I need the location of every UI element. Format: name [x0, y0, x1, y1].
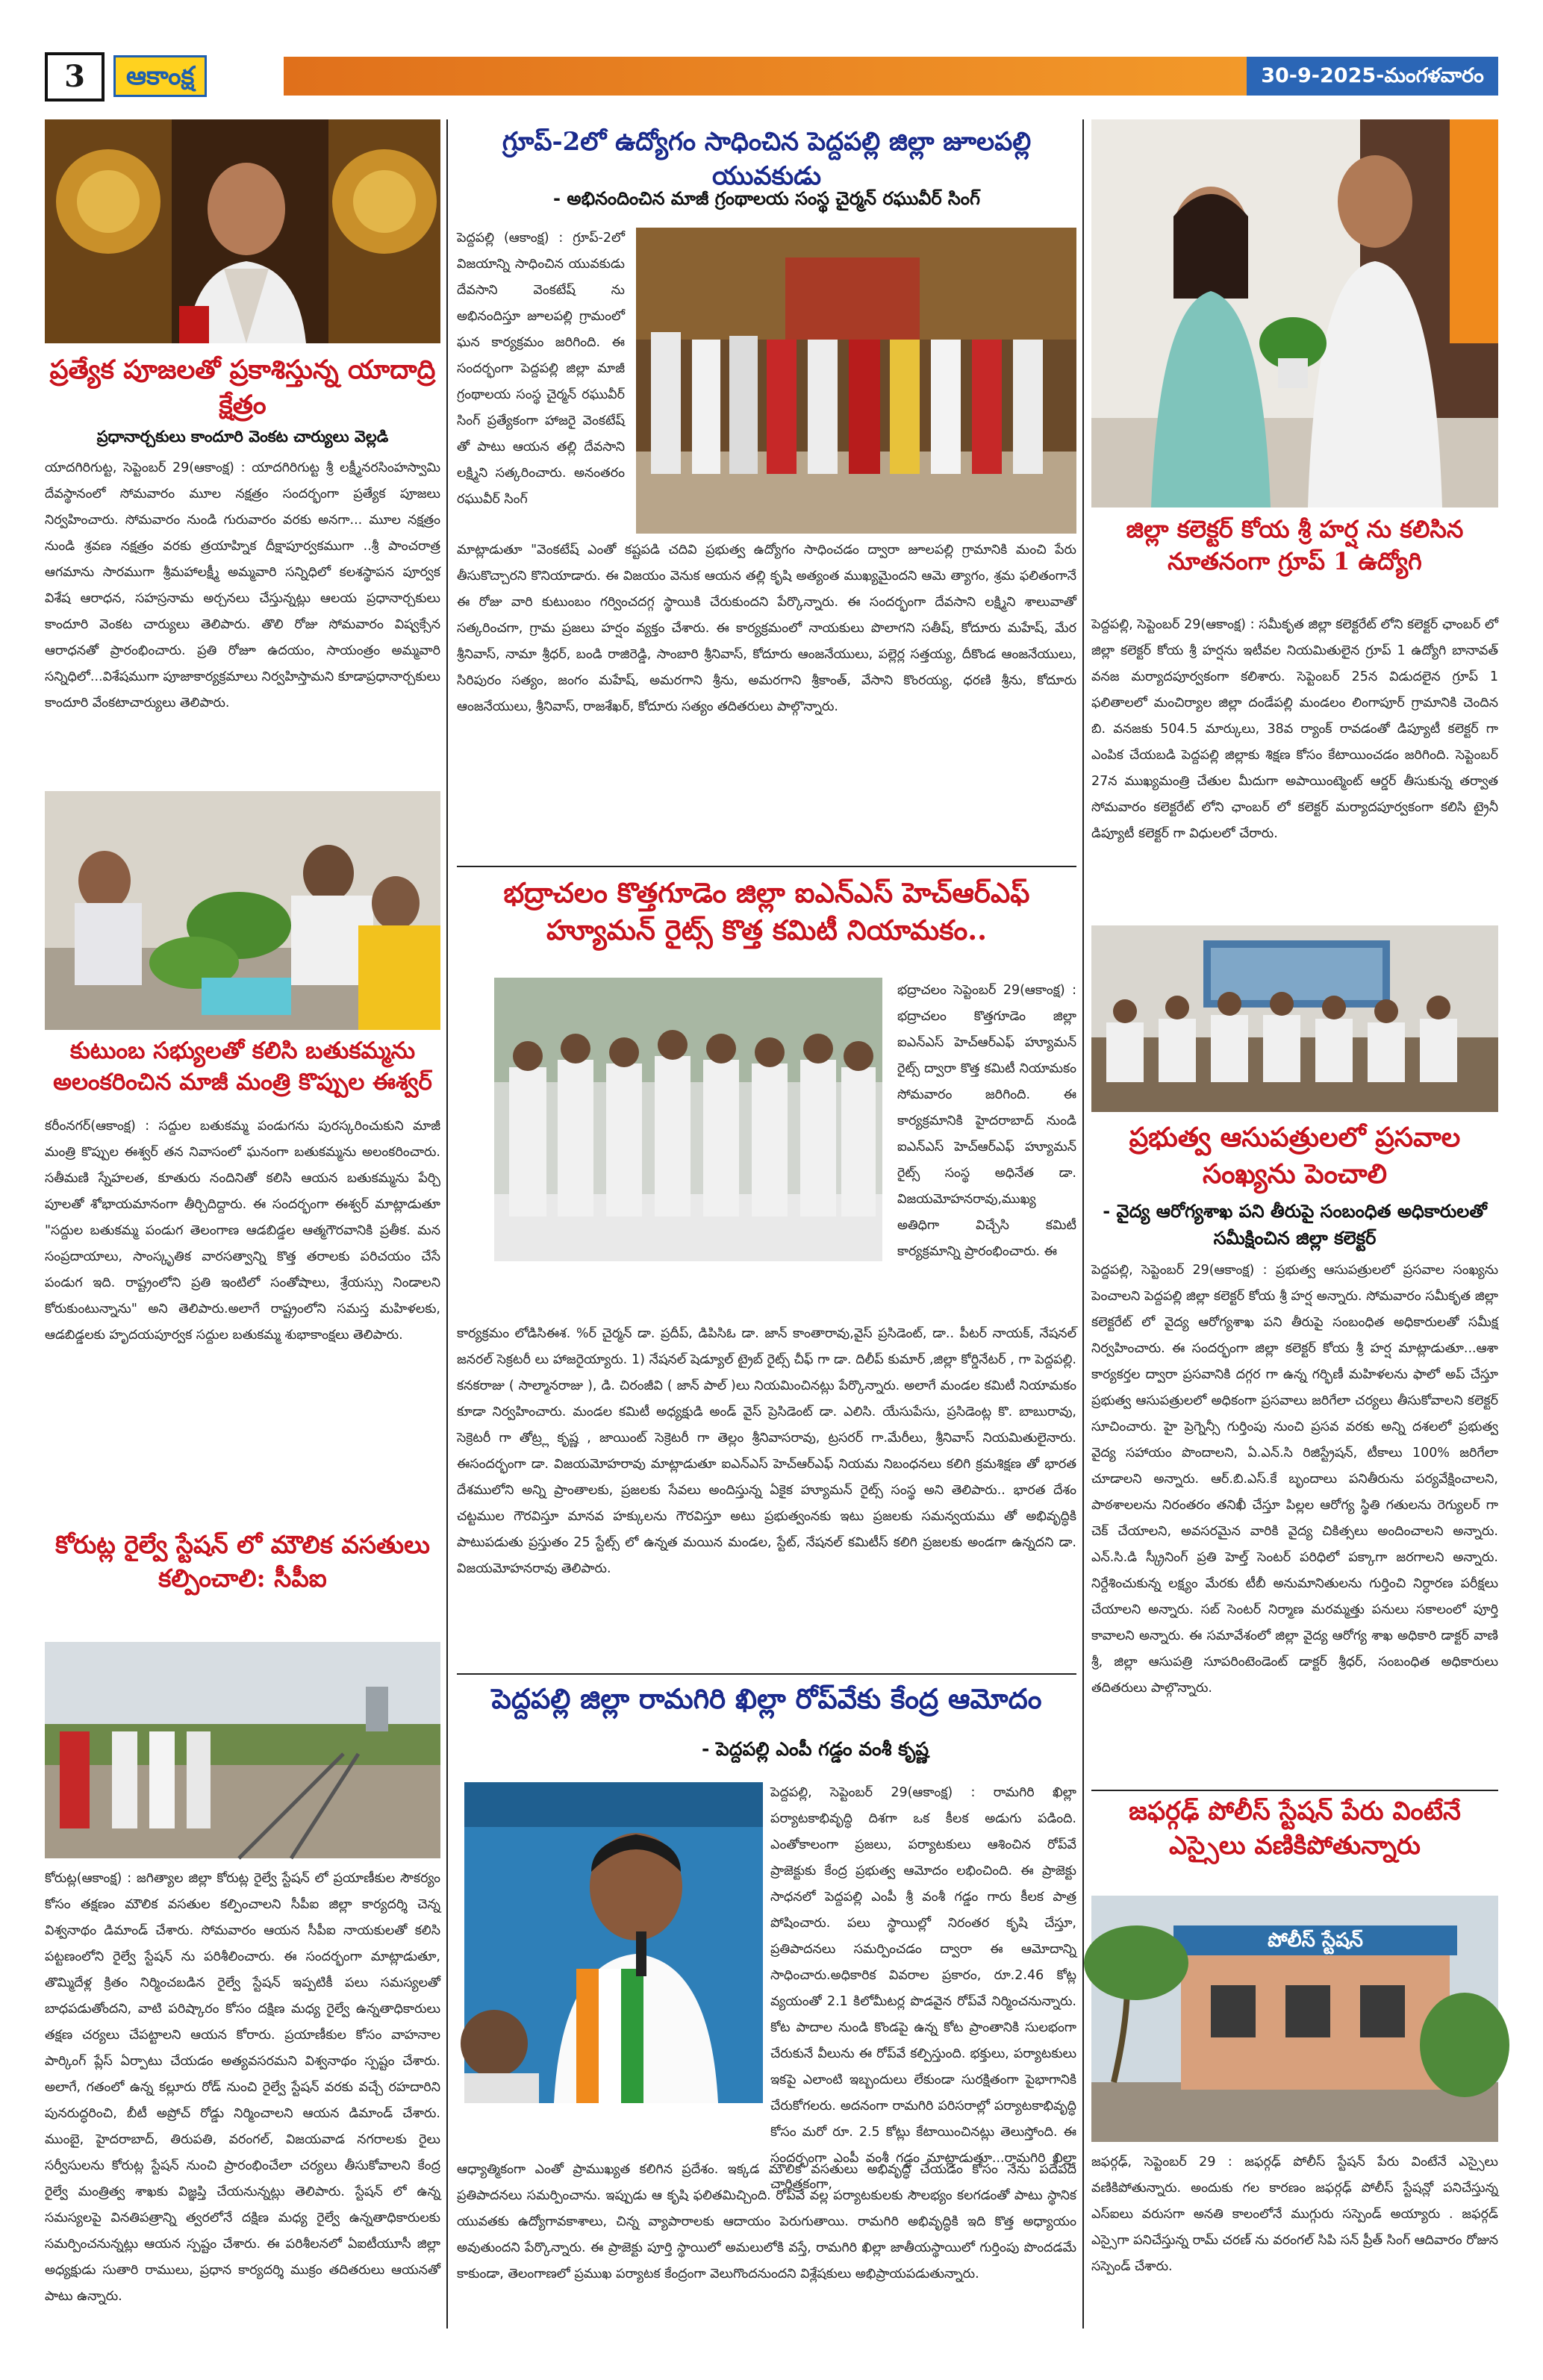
yadadri-headline: ప్రత్యేక పూజలతో ప్రకాశిస్తున్న యాదాద్రి క్షేత్రం — [49, 354, 436, 421]
felicitation-group-photo — [636, 228, 1076, 534]
hospital-deliveries-subhead: - వైద్య ఆరోగ్యశాఖ పని తీరుపై సంబంధిత అధికారులతో సమీక్షించిన జిల్లా కలెక్టర్ — [1103, 1201, 1487, 1249]
column-divider-right — [1082, 119, 1084, 2329]
bathukamma-headline-text: కుటుంబ సభ్యులతో కలిసి బతుకమ్మను అలంకరించిన మాజీ మంత్రి కొప్పుల ఈశ్వర్ — [53, 1037, 432, 1096]
bathukamma-body: కరీంనగర్(ఆకాంక్ష) : సద్దుల బతుకమ్మ పండుగను పురస్కరించుకుని మాజీ మంత్రి కొప్పుల ఈశ్వర్ తన నివాసంలో ఘనంగా బతుకమ్మను అలంకరించారు. సతీమణి స్నేహలత, కూతురు నందినితో కలిసి ఆయన బతుకమ్మను పేర్చి పూలతో శోభాయమానంగా తీర్చిదిద్దారు. ఈ సందర్భంగా ఈశ్వర్ మాట్లాడుతూ "సద్దుల బతుకమ్మ పండుగ తెలంగాణ ఆడబిడ్డల ఆత్మగౌరవానికి ప్రతీక. మన సంప్రదాయాలు, సాంస్కృతిక వారసత్వాన్ని కొత్త తరాలకు పరిచయం చేసే పండుగ ఇది. రాష్ట్రంలోని ప్రతి ఇంటిలో సంతోషాలు, శ్రేయస్సు నిండాలని కోరుకుంటున్నాను" అని తెలిపారు.అలాగే రాష్ట్రంలోని సమస్త మహిళలకు, ఆడబిడ్డలకు హృదయపూర్వక సద్దుల బతుకమ్మ శుభాకాంక్షలు తెలిపారు. — [45, 1119, 440, 1343]
group2-body-side: పెద్దపల్లి (ఆకాంక్ష) : గ్రూప్-2లో విజయాన్ని సాధించిన యువకుడు దేవసాని వెంకటేష్ ను అభినందిస్తూ జూలపల్లి గ్రామంలో ఘన కార్యక్రమం జరిగింది. ఈ సందర్భంగా పెద్దపల్లి జిల్లా మాజీ గ్రంథాలయ సంస్థ చైర్మన్ రఘువీర్ సింగ్ ప్రత్యేకంగా హాజరై వెంకటేష్ తో పాటు ఆయన తల్లి దేవసాని లక్ష్మిని సత్కరించారు. అనంతరం రఘువీర్ సింగ్ — [457, 231, 625, 507]
column-right — [1091, 119, 1498, 2329]
collector-meet-headline: జిల్లా కలెక్టర్ కోయ శ్రీ హర్ష ను కలిసిన నూతనంగా గ్రూప్ 1 ఉద్యోగి — [1126, 515, 1464, 576]
issue-date: 30-9-2025-మంగళవారం — [1247, 57, 1498, 96]
story-divider-center-2 — [457, 1673, 1076, 1675]
police-station-sign: పోలీస్ స్టేషన్ — [1268, 1929, 1363, 1952]
column-divider-left — [446, 119, 448, 2329]
ramagiri-subhead: - పెద్దపల్లి ఎంపీ గడ్డం వంశీ కృష్ణ — [701, 1738, 929, 1760]
police-station-headline: జఫర్గఢ్ పోలీస్ స్టేషన్ పేరు వింటేనే ఎస్సైలు వణికిపోతున్నారు — [1129, 1796, 1461, 1861]
hrf-body-side: భద్రాచలం సెప్టెంబర్ 29(ఆకాంక్ష) : భద్రాచలం కొత్తగూడెం జిల్లా ఐఎన్ఎస్ హెచ్ఆర్ఎఫ్ హ్యూమన్ రైట్స్ ద్వారా కొత్త కమిటీ నియామకం సోమవారం జరిగింది. ఈ కార్యక్రమానికి హైదరాబాద్ నుండి ఐఎన్ఎస్ హెచ్ఆర్ఎఫ్ హ్యూమన్ రైట్స్ సంస్థ అధినేత డా. విజయమోహనరావు,ముఖ్య అతిధిగా విచ్చేసి కమిటీ కార్యక్రమాన్ని ప్రారంభించారు. ఈ — [897, 983, 1076, 1259]
hrf-committee-photo — [494, 978, 882, 1261]
header-band — [284, 57, 1262, 96]
bathukamma-family-photo — [45, 791, 440, 1030]
column-center — [457, 119, 1076, 2329]
korutla-headline: కోరుట్ల రైల్వే స్టేషన్ లో మౌలిక వసతులు కల్పించాలి: సీపీఐ — [55, 1530, 430, 1593]
yadadri-body: యాదగిరిగుట్ట, సెప్టెంబర్ 29(ఆకాంక్ష) : యాదగిరిగుట్ట శ్రీ లక్ష్మీనరసింహస్వామి దేవస్థానంలో సోమవారం మూల నక్షత్రం సందర్భంగా ప్రత్యేక పూజలు నిర్వహించారు. సోమవారం నుండి గురువారం వరకు అనగా... మూల నక్షత్రం నుండి శ్రవణ నక్షత్రం వరకు త్రయాహ్నిక దీక్షాపూర్వకముగా ..శ్రీ పాంచరాత్ర ఆగమాను సారముగా శ్రీమహాలక్ష్మీ అమ్మవారి సన్నిధిలో కలశస్థాపన పూర్వక విశేష ఆరాధన, సహస్రనామ అర్చనలు చేస్తున్నట్లు ఆలయ ప్రధానార్చకులు కాందూరి వెంకట చార్యులు తెలిపారు. తొలి రోజు సోమవారం విష్వక్సేన ఆరాధనతో ప్రారంభించారు. ప్రతి రోజూ ఉదయం, సాయంత్రం అమ్మవారి సన్నిధిలో...విశేషముగా పూజాకార్యక్రమాలు నిర్వహిస్తామని కూడాప్రధానార్చకులు కాందూరి వేంకటాచార్యులు తెలిపారు. — [45, 460, 440, 710]
collector-meet-body: పెద్దపల్లి, సెప్టెంబర్ 29(ఆకాంక్ష) : సమీకృత జిల్లా కలెక్టరేట్ లోని కలెక్టర్ ఛాంబర్ లో జిల్లా కలెక్టర్ కోయ శ్రీ హర్షను ఇటీవల నియమితులైన గ్రూప్ 1 ఉద్యోగి బానావత్ వనజ మర్యాదపూర్వకంగా కలిశారు. సెప్టెంబర్ 25న విడుదలైన గ్రూప్ 1 ఫలితాలలో మంచిర్యాల జిల్లా దండేపల్లి మండలం లింగాపూర్ గ్రామానికి చెందిన బి. వనజకు 504.5 మార్కులు, 38వ ర్యాంక్ రావడంతో డిప్యూటీ కలెక్టర్ గా ఎంపిక చేయబడి పెద్దపల్లి జిల్లాకు శిక్షణ కోసం కేటాయించడం జరిగింది. సెప్టెంబర్ 27న ముఖ్యమంత్రి చేతుల మీదుగా అపాయింట్మెంట్ ఆర్డర్ తీసుకున్న తర్వాత సోమవారం కలెక్టరేట్ లోని ఛాంబర్ లో కలెక్టర్ మర్యాదపూర్వకంగా కలిసి ట్రైనీ డిప్యూటీ కలెక్టర్ గా విధులలో చేరారు. — [1091, 617, 1498, 841]
page-number: 3 — [45, 52, 105, 101]
hrf-body-full: కార్యక్రమం లోడిసిఈశ. %ర్ చైర్మన్ డా. ప్రదీప్, డిపిసిఓ డా. జాన్ కాంతారావు,వైస్ ప్రసిడెంట్, డా.. పీటర్ నాయక్, నేషనల్ జనరల్ సెక్రటరీ లు హాజరైయ్యారు. 1) నేషనల్ షెడ్యూల్ ట్రైబ్ రైట్స్ చీఫ్ గా డా. దిలీప్ కుమార్ ,జిల్లా కోర్డినేటర్ , గా పెద్దపల్లి. కనకరాజు ( సాల్మానరాజు ), డి. చిరంజీవి ( జాన్ పాల్ )లు నియమించినట్లు పేర్కొన్నారు. అలాగే మండల కమిటీ నియామకం కూడా నిర్వహించారు. మండల కమిటీ అధ్యక్షుడి అండ్ వైస్ ప్రెసిడెంట్ డా. ఎలిసి. యేసుపేసు, ప్రసిడెంట్ల కొ. బాబురావు, సెక్రెటరీ గా తోట్ర్ల కృష్ణ , జాయింట్ సెక్రెటరీ గా తెల్లం శ్రీనివాసరావు, ట్రసరర్ గా.మేరీలు, శ్రీనివాస్ నియమితులైనారు. ఈసందర్భంగా డా. విజయమోహరావు మాట్లాడుతూ ఐఎన్ఎస్ హెచ్ఆర్ఎఫ్ నియమ నిబంధనలు కలిగి క్రమశిక్షణ తో భారత దేశములోని అన్ని ప్రాంతాలకు, ప్రజలకు సేవలు అందిస్తున్న ఏకైక హ్యూమన్ రైట్స్ సంస్థ అని తెలిపారు.. భారత దేశం చట్టముల గౌరవిస్తూ మానవ హక్కులను గౌరవిస్తూ అటు ప్రభుత్వంనకు ఇటు ప్రజలకు సమన్వయము తో అభివృద్ధికి పాటుపడుతు ప్రస్తుతం 25 స్టేట్స్ లో ఉన్నత మయిన మండల, స్టేట్, నేషనల్ కమిటీస్ కలిగి ప్రజలకు అండగా ఉన్నదని డా. విజయమోహనరావు తెలిపారు. — [457, 1326, 1076, 1576]
ramagiri-headline: పెద్దపల్లి జిల్లా రామగిరి ఖిల్లా రోప్‌వేకు కేంద్ర ఆమోదం — [491, 1682, 1042, 1715]
newspaper-logo: ఆకాంక్ష — [113, 55, 207, 97]
police-station-body: జఫర్గఢ్, సెప్టెంబర్ 29 : జఫర్గఢ్ పోలీస్ స్టేషన్ పేరు వింటేనే ఎస్సైలు వణికిపోతున్నారు. అందుకు గల కారణం జఫర్గఢ్ పోలీస్ స్టేషన్లో పనిచేస్తున్న ఎస్ఐలు వరుసగా అనతి కాలంలోనే ముగ్గురు సస్పెండ్ అయ్యారు . జఫర్గడ్ ఎస్సైగా పనిచేస్తున్న రామ్ చరణ్ ను వరంగల్ సిపి సన్ ప్రీత్ సింగ్ ఆదివారం రోజున సస్పెండ్ చేశారు. — [1091, 2155, 1498, 2274]
column-left — [45, 119, 440, 2329]
ramagiri-body-full: ఆధ్యాత్మికంగా ఎంతో ప్రాముఖ్యత కలిగిన ప్రదేశం. ఇక్కడ మౌలిక వసతులు అభివృద్ధి చేయడం కోసం నేను పదేపదే ప్రతిపాదనలు సమర్పించాను. ఇప్పుడు ఆ కృషి ఫలితమిచ్చింది. రోప్‌వే వల్ల పర్యాటకులకు సౌలభ్యం కలగడంతో పాటు స్థానిక యువతకు ఉద్యోగావకాశాలు, చిన్న వ్యాపారాలకు ఆదాయం పెరుగుతాయి. రామగిరి అభివృద్ధికి ఇది కొత్త అధ్యాయం అవుతుందని పేర్కొన్నారు. ఈ ప్రాజెక్టు పూర్తి స్థాయిలో అమలులోకి వస్తే, రామగిరి ఖిల్లా జాతీయస్థాయిలో గుర్తింపు పొందడమే కాకుండా, తెలంగాణలో ప్రముఖ పర్యాటక కేంద్రంగా వెలుగొందనుందని విశ్లేషకులు అభిప్రాయపడుతున్నారు. — [457, 2162, 1076, 2281]
ramagiri-body-side: పెద్దపల్లి, సెప్టెంబర్ 29(ఆకాంక్ష) : రామగిరి ఖిల్లా పర్యాటకాభివృద్ధి దిశగా ఒక కీలక అడుగు పడింది. ఎంతోకాలంగా ప్రజలు, పర్యాటకులు ఆశించిన రోప్‌వే ప్రాజెక్టుకు కేంద్ర ప్రభుత్వ ఆమోదం లభించింది. ఈ ప్రాజెక్టు సాధనలో పెద్దపల్లి ఎంపీ శ్రీ వంశీ గడ్డం గారు కీలక పాత్ర పోషించారు. పలు స్థాయిల్లో నిరంతర కృషి చేస్తూ, ప్రతిపాదనలు సమర్పించడం ద్వారా ఈ ఆమోదాన్ని సాధించారు.అధికారిక వివరాల ప్రకారం, రూ.2.46 కోట్ల వ్యయంతో 2.1 కిలోమీటర్ల పొడవైన రోప్‌వే నిర్మించనున్నారు. కోట పాదాల నుండి కొండపై ఉన్న కోట ప్రాంతానికి సులభంగా చేరుకునే వీలును ఈ రోప్‌వే కల్పిస్తుంది. భక్తులు, పర్యాటకులు ఇకపై ఎలాంటి ఇబ్బందులు లేకుండా సురక్షితంగా పైభాగానికి చేరుకోగలరు. అదనంగా రామగిరి పరిసరాల్లో పర్యాటకాభివృద్ధి కోసం మరో రూ. 2.5 కోట్లు కేటాయించినట్లు తెలుస్తోంది. ఈ సందర్భంగా ఎంపీ వంశీ గడ్డం మాట్లాడుతూ...రామగిరి ఖిల్లా చారిత్రకంగా, — [770, 1785, 1076, 2192]
group2-headline: గ్రూప్-2లో ఉద్యోగం సాధించిన పెద్దపల్లి జిల్లా జూలపల్లి యువకుడు — [502, 127, 1032, 191]
group2-body-full: మాట్లాడుతూ "వెంకటేష్ ఎంతో కష్టపడి చదివి ప్రభుత్వ ఉద్యోగం సాధించడం ద్వారా జూలపల్లి గ్రామానికి మంచి పేరు తీసుకొచ్చారని కొనియాడారు. ఈ విజయం వెనుక ఆయన తల్లి కృషి అత్యంత ముఖ్యమైందని ఆమె త్యాగం, శ్రమ ఫలితంగానే ఈ రోజు వారి కుటుంబం గర్వించదగ్గ స్థాయికి చేరుకుందని పేర్కొన్నారు. ఈ సందర్భంగా దేవసాని లక్ష్మిని శాలువాతో సత్కరించగా, గ్రామ ప్రజలు హర్షం వ్యక్తం చేశారు. ఈ కార్యక్రమంలో నాయకులు పొలాగని సతీష్, కోదూరు మహేష్, మేర శ్రీనివాస్, నామా శ్రీధర్, బండి రాజిరెడ్డి, సాంబారి శ్రీనివాస్, కోదూరు ఆంజనేయులు, పల్లెర్ల సత్తయ్య, దీకొండ ఆంజనేయులు, సిరిపురం సత్యం, జంగం మహేష్, అమరగాని శ్రీను, అమరగాని శ్రీకాంత్, వేసాని కొంరయ్య, ధరణి శ్రీను, కోదూరు ఆంజనేయులు, శ్రీనివాస్, రాజశేఖర్, కోదూరు సత్యం తదితరులు పాల్గొన్నారు. — [457, 543, 1076, 714]
mp-speaking-photo — [464, 1782, 763, 2103]
railway-station-photo — [45, 1642, 440, 1858]
group2-subhead: - అభినందించిన మాజీ గ్రంథాలయ సంస్థ చైర్మన్ రఘువీర్ సింగ్ — [553, 188, 980, 209]
hospital-deliveries-headline: ప్రభుత్వ ఆసుపత్రులలో ప్రసవాల సంఖ్యను పెంచాలి — [1129, 1122, 1461, 1190]
health-review-photo — [1091, 925, 1498, 1112]
ins-hrf-headline: భద్రాచలం కొత్తగూడెం జిల్లా ఐఎన్ఎస్ హెచ్ఆర్ఎఫ్ హ్యూమన్ రైట్స్ కొత్త కమిటీ నియామకం.. — [503, 876, 1030, 946]
story-divider-right — [1091, 1790, 1498, 1791]
hospital-deliveries-body: పెద్దపల్లి, సెప్టెంబర్ 29(ఆకాంక్ష) : ప్రభుత్వ ఆసుపత్రులలో ప్రసవాల సంఖ్యను పెంచాలని పెద్దపల్లి జిల్లా కలెక్టర్ కోయ శ్రీ హర్ష అన్నారు. సోమవారం సమీకృత జిల్లా కలెక్టరేట్ లో వైద్య ఆరోగ్యశాఖ పని తీరుపై సంబంధిత అధికారులతో సమీక్ష నిర్వహించారు. ఈ సందర్భంగా జిల్లా కలెక్టర్ కోయ శ్రీ హర్ష మాట్లాడుతూ...ఆశా కార్యకర్తల ద్వారా ప్రసవానికి దగ్గర గా ఉన్న గర్భిణీ మహిళలను ఫాలో అప్ చేస్తూ ప్రభుత్వ ఆసుపత్రులలో అధికంగా ప్రసవాలు జరిగేలా చర్యలు తీసుకోవాలని కలెక్టర్ సూచించారు. హై ప్రెగ్నెన్సీ గుర్తింపు నుంచి ప్రసవ వరకు అన్ని దశలలో ప్రభుత్వ వైద్య సహాయం పొందాలని, ఏ.ఎన్.సి రిజిస్ట్రేషన్, టీకాలు 100% జరిగేలా చూడాలని అన్నారు. ఆర్.బి.ఎస్.కే బృందాలు పనితీరును పర్యవేక్షించాలని, పాఠశాలలను నిరంతరం తనిఖీ చేస్తూ పిల్లల ఆరోగ్య స్థితి గతులను రెగ్యులర్ గా చెక్ చేయాలని, అవసరమైన వారికి వైద్య చికిత్సలు అందించాలని అన్నారు. ఎన్.సి.డి స్క్రీనింగ్ ప్రతి హెల్త్ సెంటర్ పరిధిలో పక్కాగా జరగాలని అన్నారు. నిర్దేశించుకున్న లక్ష్యం మేరకు టీబీ అనుమానితులను గుర్తించి నిర్ధారణ పరీక్షలు చేయాలని అన్నారు. సబ్ సెంటర్ నిర్మాణ మరమ్మత్తు పనులు సకాలంలో పూర్తి కావాలని అన్నారు. ఈ సమావేశంలో జిల్లా వైద్య ఆరోగ్య శాఖ అధికారి డాక్టర్ వాణి శ్రీ, జిల్లా ఆసుపత్రి సూపరింటెండెంట్ డాక్టర్ శ్రీధర్, సంబంధిత అధికారులు తదితరులు పాల్గొన్నారు. — [1091, 1263, 1498, 1696]
story-divider-center-1 — [457, 866, 1076, 867]
temple-priest-photo — [45, 119, 440, 343]
yadadri-subhead: ప్రధానార్చకులు కాందూరి వెంకట చార్యులు వెల్లడి — [96, 428, 389, 446]
korutla-body: కోరుట్ల(ఆకాంక్ష) : జగిత్యాల జిల్లా కోరుట్ల రైల్వే స్టేషన్ లో ప్రయాణీకుల సౌకర్యం కోసం తక్షణం మౌలిక వసతుల కల్పించాలని సీపీఐ జిల్లా కార్యదర్శి చెన్న విశ్వనాథం డిమాండ్ చేశారు. సోమవారం ఆయన సీపీఐ నాయకులతో కలిసి పట్టణంలోని రైల్వే స్టేషన్ ను పరిశీలించారు. ఈ సందర్భంగా మాట్లాడుతూ, తొమ్మిదేళ్ల క్రితం నిర్మించబడిన రైల్వే స్టేషన్ ఇప్పటికీ పలు సమస్యలతో బాధపడుతోందని, వాటి పరిష్కారం కోసం దక్షిణ మధ్య రైల్వే ఉన్నతాధికారులు తక్షణ చర్యలు చేపట్టాలని ఆయన కోరారు. ప్రయాణీకుల కోసం వాహనాల పార్కింగ్ ప్లేస్ ఏర్పాటు చేయడం అత్యవసరమని విశ్వనాథం స్పష్టం చేశారు. అలాగే, గతంలో ఉన్న కల్లూరు రోడ్ నుంచి రైల్వే స్టేషన్ వరకు వచ్చే రహదారిని పునరుద్ధరించి, బీటీ అప్రోచ్ రోడ్డు నిర్మించాలని ఆయన డిమాండ్ చేశారు. ముంబై, హైదరాబాద్, తిరుపతి, వరంగల్, విజయవాడ నగరాలకు రైలు సర్వీసులను కోరుట్ల స్టేషన్ నుంచి ప్రారంభించేలా చర్యలు తీసుకోవాలని కేంద్ర రైల్వే మంత్రిత్వ శాఖకు విజ్ఞప్తి చేయనున్నట్లు తెలిపారు. స్టేషన్ లో ఉన్న సమస్యలపై వినతిపత్రాన్ని త్వరలోనే దక్షిణ మధ్య రైల్వే ఉన్నతాధికారులకు సమర్పించనున్నట్లు ఆయన స్పష్టం చేశారు. ఈ పరిశీలనలో ఏఐటీయూసీ జిల్లా అధ్యక్షుడు సుతారి రాములు, ప్రధాన కార్యదర్శి ముక్రం తదితరులు ఆయనతో పాటు ఉన్నారు. — [45, 1871, 440, 2304]
masthead — [45, 52, 1498, 101]
collector-meeting-photo — [1091, 119, 1498, 507]
police-station-photo — [1091, 1896, 1498, 2142]
